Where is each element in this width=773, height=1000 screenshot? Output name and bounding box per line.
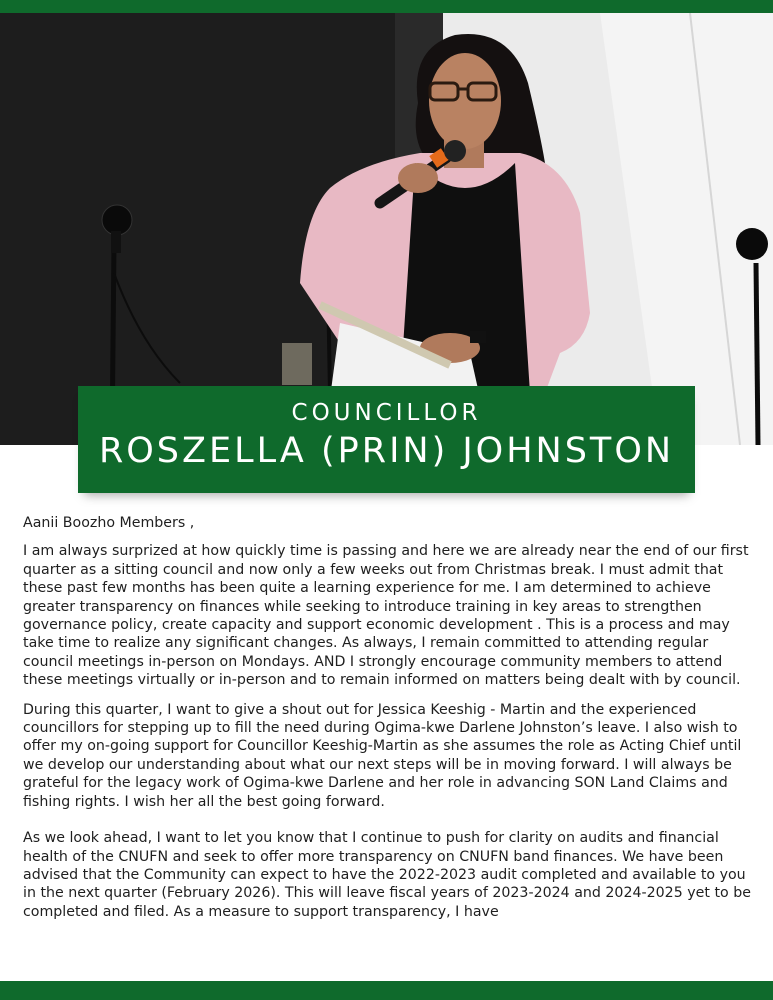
letter-paragraph: As we look ahead, I want to let you know that I continue to push for clarity on audits and financial health of the CNUFN and seek to offer more transparency on CNUFN band finances. We have been advised that the Community can expect to have the 2022-2023 audit completed and available to you in the next quarter (February 2026). This will leave fiscal years of 2023-2024 and 2024-2025 yet to be completed and filed. As a measure to support transparency, I have <box>23 830 751 920</box>
letter-body <box>23 514 758 932</box>
letter-greeting: Aanii Boozho Members , <box>23 515 195 531</box>
bottom-border <box>0 981 773 1000</box>
letter-paragraph: I am always surprized at how quickly time is passing and here we are already near the end of our first quarter as a sitting council and now only a few weeks out from Christmas break. I must admit that these past few months has been quite a learning experience for me. I am determined to achieve greater transparency on finances while seeking to introduce training in key areas to strengthen governance policy, create capacity and support economic development . This is a process and may take time to realize any significant changes. As always, I remain committed to attending regular council meetings in-person on Mondays. AND I strongly encourage community members to attend these meetings virtually or in-person and to remain informed on matters being dealt with by council. <box>23 543 749 689</box>
letter-paragraph: During this quarter, I want to give a shout out for Jessica Keeshig - Martin and the experienced councillors for stepping up to fill the need during Ogima-kwe Darlene Johnston’s leave. I also wish to offer my on-going support for Councillor Keeshig-Martin as she assumes the role as Acting Chief until we develop our understanding about what our next steps will be in moving forward. I will always be grateful for the legacy work of Ogima-kwe Darlene and her role in advancing SON Land Claims and fishing rights. I wish her all the best going forward. <box>23 701 742 810</box>
name-banner <box>78 386 695 493</box>
councillor-photo <box>0 13 773 445</box>
top-border <box>0 0 773 13</box>
banner-role: COUNCILLOR <box>291 400 482 426</box>
banner-name: ROSZELLA (PRIN) JOHNSTON <box>98 431 675 471</box>
